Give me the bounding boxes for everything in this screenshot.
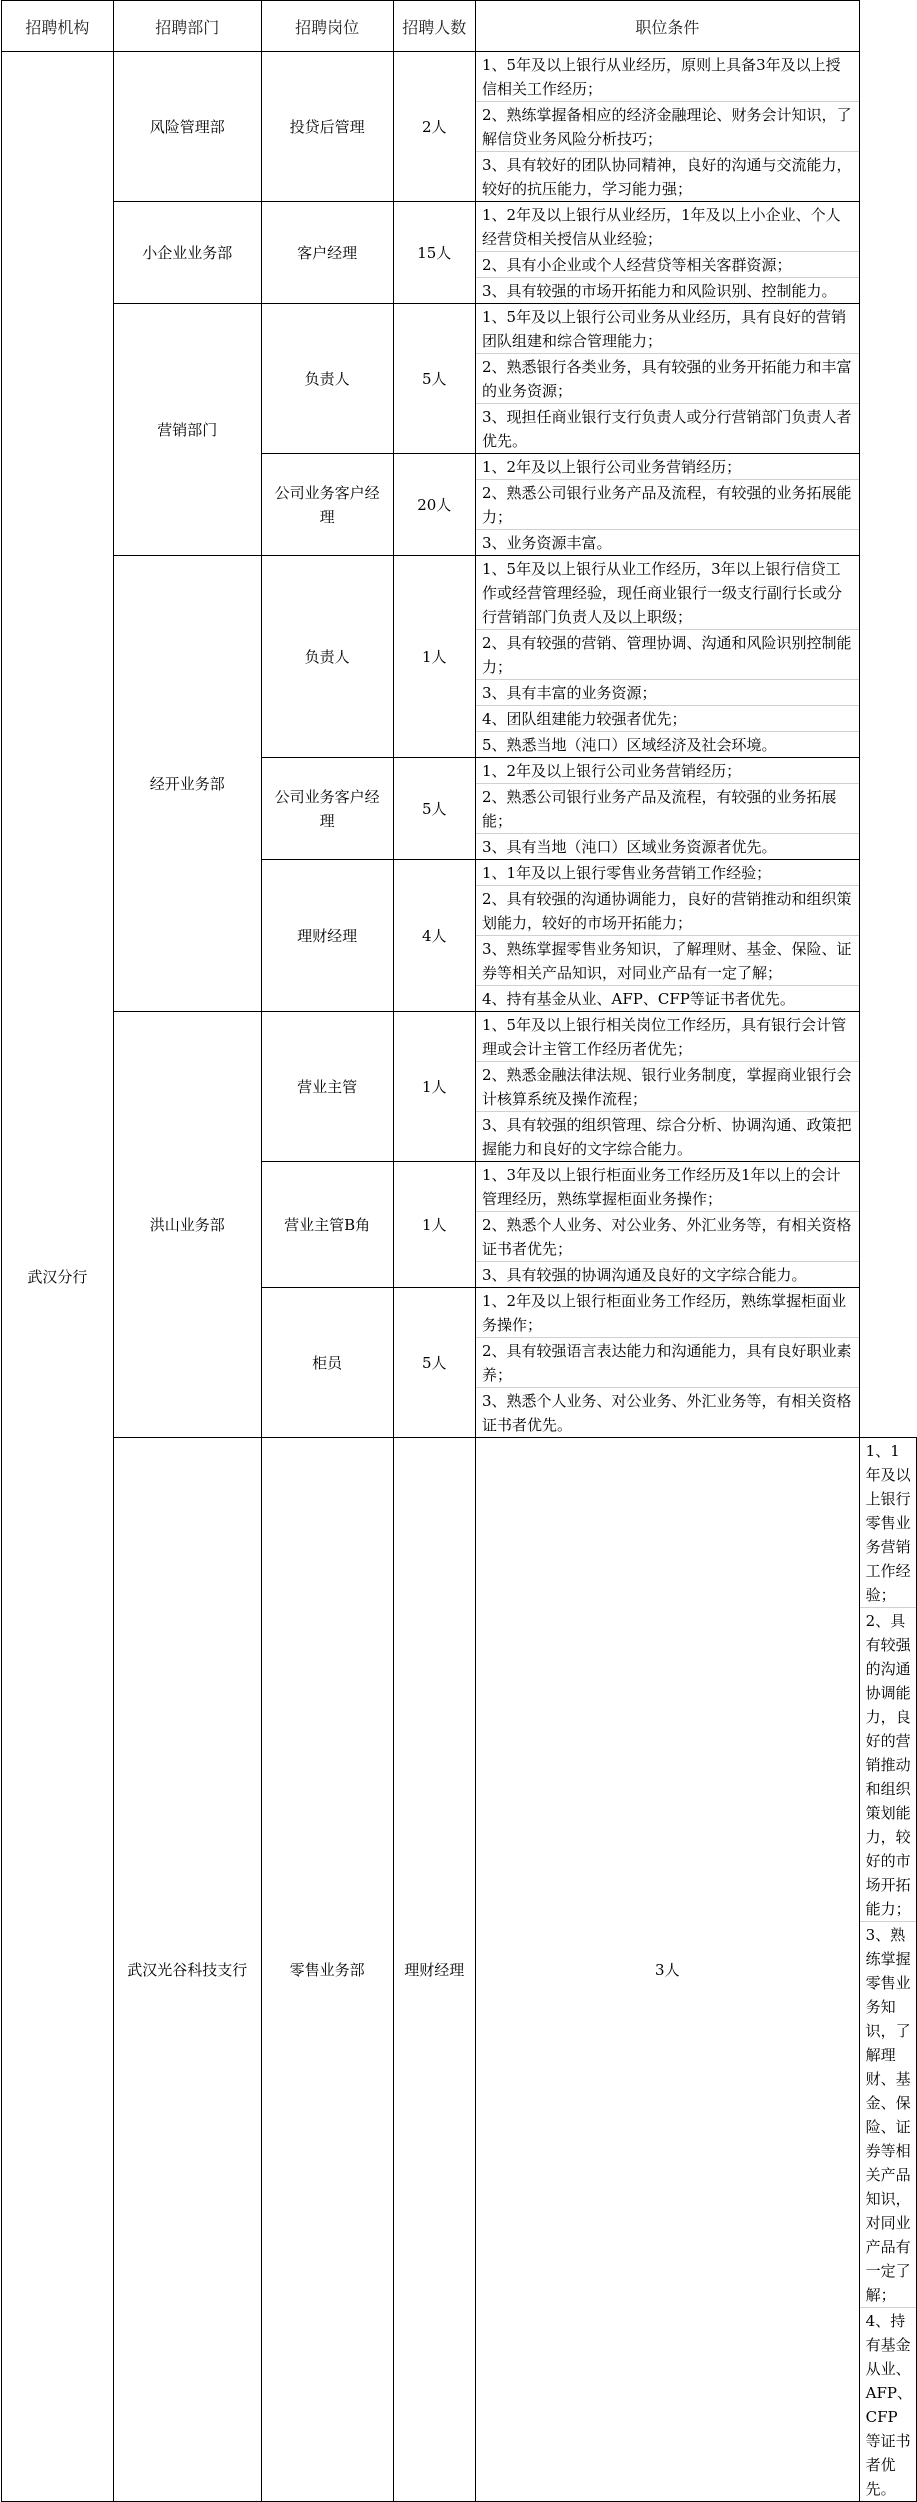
requirements-cell: [476, 1288, 860, 1438]
department-cell: 风险管理部: [113, 52, 261, 202]
table-row: [2, 1012, 917, 1162]
position-cell: 投贷后管理: [261, 52, 393, 202]
requirement-line: 2、熟练掌握备相应的经济金融理论、财务会计知识，了解信贷业务风险分析技巧；: [476, 102, 859, 152]
requirements-cell: [476, 1162, 860, 1288]
requirement-line: 3、具有丰富的业务资源；: [476, 680, 859, 706]
requirement-line: 1、2年及以上银行柜面业务工作经历，熟练掌握柜面业务操作；: [476, 1288, 859, 1338]
requirement-line: 4、持有基金从业、AFP、CFP等证书者优先。: [865, 2312, 912, 2498]
institution-cell: 武汉光谷科技支行: [113, 1438, 261, 2502]
count-cell: 5人: [393, 758, 475, 860]
count-cell: 3人: [476, 1438, 860, 2502]
requirement-line: 3、具有较强的协调沟通及良好的文字综合能力。: [482, 1266, 807, 1284]
requirements-cell: [476, 556, 860, 758]
requirement-line: 1、2年及以上银行公司业务营销经历；: [476, 758, 859, 784]
requirement-line: 2、熟悉个人业务、对公业务、外汇业务等，有相关资格证书者优先；: [476, 1212, 859, 1262]
requirement-line: 2、具有较强语言表达能力和沟通能力，具有良好职业素养；: [476, 1338, 859, 1388]
header-position: 招聘岗位: [261, 1, 393, 52]
requirements-cell: [476, 860, 860, 1012]
requirement-line: 3、熟练掌握零售业务知识，了解理财、基金、保险、证券等相关产品知识，对同业产品有一定了解；: [476, 936, 859, 986]
position-cell: 负责人: [261, 304, 393, 454]
requirements-cell: [476, 304, 860, 454]
position-cell: 公司业务客户经理: [261, 758, 393, 860]
requirements-cell: [476, 758, 860, 860]
department-cell: 经开业务部: [113, 556, 261, 1012]
requirement-line: 4、团队组建能力较强者优先；: [476, 706, 859, 732]
department-cell: 零售业务部: [261, 1438, 393, 2502]
requirement-line: 4、持有基金从业、AFP、CFP等证书者优先。: [482, 990, 795, 1008]
requirement-line: 1、5年及以上银行从业工作经历，3年以上银行信贷工作或经营管理经验，现任商业银行一级支行副行长或分行营销部门负责人及以上职级；: [476, 556, 859, 630]
position-cell: 客户经理: [261, 202, 393, 304]
requirement-line: 1、5年及以上银行相关岗位工作经历，具有银行会计管理或会计主管工作经历者优先；: [476, 1012, 859, 1062]
requirement-line: 3、熟练掌握零售业务知识，了解理财、基金、保险、证券等相关产品知识，对同业产品有一定了解；: [860, 1922, 916, 2308]
requirement-line: 2、熟悉公司银行业务产品及流程，有较强的业务拓展能；: [476, 784, 859, 834]
requirements-cell: [476, 52, 860, 202]
count-cell: 20人: [393, 454, 475, 556]
requirement-line: 2、熟悉金融法律法规、银行业务制度，掌握商业银行会计核算系统及操作流程；: [476, 1062, 859, 1112]
department-cell: 营销部门: [113, 304, 261, 556]
position-cell: 理财经理: [393, 1438, 475, 2502]
department-cell: 洪山业务部: [113, 1012, 261, 1438]
position-cell: 柜员: [261, 1288, 393, 1438]
requirement-line: 3、业务资源丰富。: [482, 534, 612, 552]
position-cell: 公司业务客户经理: [261, 454, 393, 556]
requirement-line: 1、2年及以上银行从业经历，1年及以上小企业、个人经营贷相关授信从业经验；: [476, 202, 859, 252]
position-cell: 理财经理: [261, 860, 393, 1012]
header-count: 招聘人数: [393, 1, 475, 52]
requirement-line: 3、具有较好的团队协同精神，良好的沟通与交流能力，较好的抗压能力，学习能力强；: [482, 156, 852, 198]
table-row: [2, 556, 917, 758]
institution-cell: 武汉分行: [2, 52, 114, 2502]
table-row: [2, 304, 917, 454]
header-row: [2, 1, 917, 52]
requirement-line: 2、具有小企业或个人经营贷等相关客群资源；: [476, 252, 859, 278]
requirement-line: 2、熟悉银行各类业务，具有较强的业务开拓能力和丰富的业务资源；: [476, 354, 859, 404]
table-body: [2, 52, 917, 2502]
header-institution: 招聘机构: [2, 1, 114, 52]
requirements-cell: [476, 454, 860, 556]
recruitment-table: [1, 0, 917, 2502]
requirements-cell: [476, 202, 860, 304]
requirement-line: 1、5年及以上银行公司业务从业经历，具有良好的营销团队组建和综合管理能力；: [476, 304, 859, 354]
count-cell: 1人: [393, 1162, 475, 1288]
requirement-line: 1、3年及以上银行柜面业务工作经历及1年以上的会计管理经历，熟练掌握柜面业务操作；: [476, 1162, 859, 1212]
requirement-line: 5、熟悉当地（沌口）区域经济及社会环境。: [482, 736, 777, 754]
position-cell: 营业主管: [261, 1012, 393, 1162]
header-department: 招聘部门: [113, 1, 261, 52]
table-row: [2, 1438, 917, 2502]
requirement-line: 3、具有当地（沌口）区域业务资源者优先。: [482, 838, 777, 856]
count-cell: 15人: [393, 202, 475, 304]
requirement-line: 3、具有较强的市场开拓能力和风险识别、控制能力。: [482, 282, 837, 300]
count-cell: 2人: [393, 52, 475, 202]
count-cell: 5人: [393, 304, 475, 454]
requirement-line: 3、熟悉个人业务、对公业务、外汇业务等，有相关资格证书者优先。: [482, 1392, 852, 1434]
position-cell: 营业主管B角: [261, 1162, 393, 1288]
requirement-line: 3、具有较强的组织管理、综合分析、协调沟通、政策把握能力和良好的文字综合能力。: [482, 1116, 852, 1158]
requirements-cell: [859, 1438, 916, 2502]
table-row: [2, 202, 917, 304]
requirement-line: 3、现担任商业银行支行负责人或分行营销部门负责人者优先。: [482, 408, 852, 450]
table-row: [2, 52, 917, 202]
requirement-line: 1、5年及以上银行从业经历，原则上具备3年及以上授信相关工作经历；: [476, 52, 859, 102]
position-cell: 负责人: [261, 556, 393, 758]
count-cell: 4人: [393, 860, 475, 1012]
count-cell: 1人: [393, 556, 475, 758]
count-cell: 1人: [393, 1012, 475, 1162]
count-cell: 5人: [393, 1288, 475, 1438]
requirement-line: 2、具有较强的沟通协调能力，良好的营销推动和组织策划能力，较好的市场开拓能力；: [860, 1608, 916, 1922]
header-requirements: 职位条件: [476, 1, 860, 52]
department-cell: 小企业业务部: [113, 202, 261, 304]
requirement-line: 1、1年及以上银行零售业务营销工作经验；: [860, 1438, 916, 1608]
requirement-line: 1、2年及以上银行公司业务营销经历；: [476, 454, 859, 480]
requirement-line: 2、具有较强的营销、管理协调、沟通和风险识别控制能力；: [476, 630, 859, 680]
requirement-line: 1、1年及以上银行零售业务营销工作经验；: [476, 860, 859, 886]
requirement-line: 2、具有较强的沟通协调能力，良好的营销推动和组织策划能力，较好的市场开拓能力；: [476, 886, 859, 936]
requirements-cell: [476, 1012, 860, 1162]
requirement-line: 2、熟悉公司银行业务产品及流程，有较强的业务拓展能力；: [476, 480, 859, 530]
